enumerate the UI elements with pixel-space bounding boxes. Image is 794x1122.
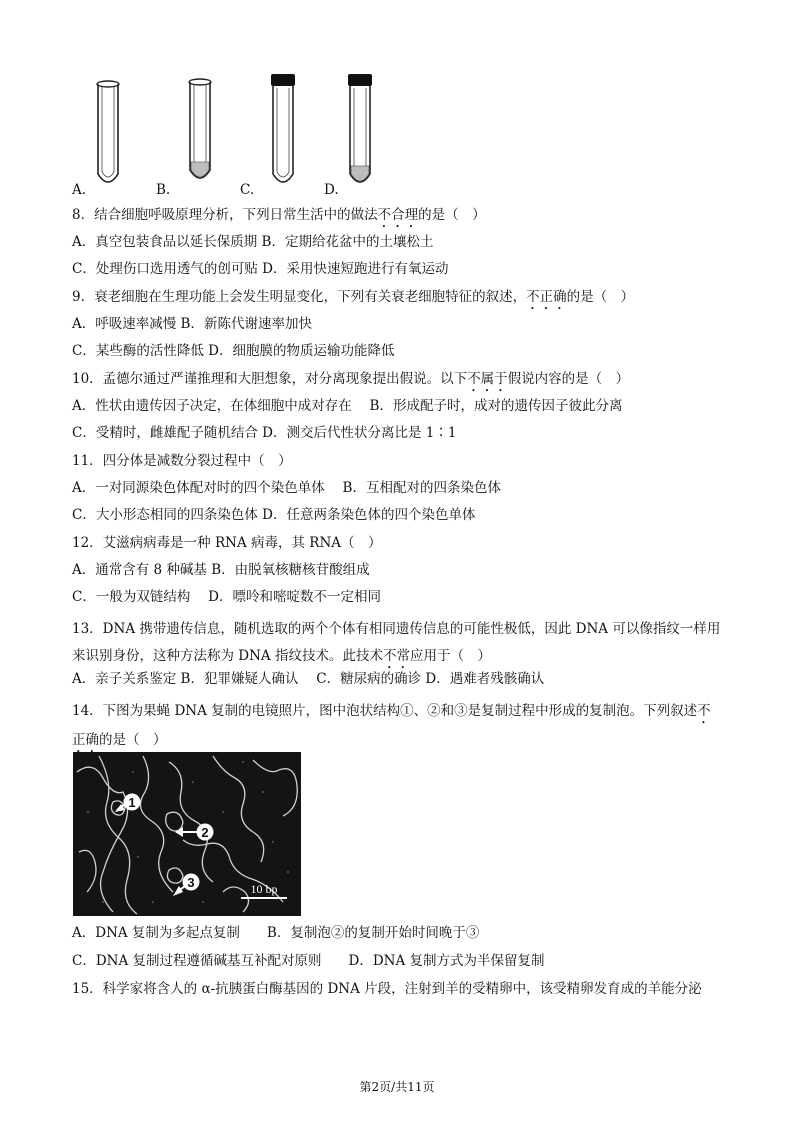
page-footer: 第2页/共11页	[359, 1080, 435, 1094]
q14-options-ab: A．DNA 复制为多起点复制 B．复制泡②的复制开始时间晚于③	[72, 925, 480, 941]
q14-options-cd: C．DNA 复制过程遵循碱基互补配对原则 D．DNA 复制方式为半保留复制	[72, 953, 545, 969]
q8-options-cd: C．处理伤口选用透气的创可贴 D．采用快速短跑进行有氧运动	[72, 261, 449, 277]
q10-options-ab: A．性状由遗传因子决定，在体细胞中成对存在 B．形成配子时，成对的遗传因子彼此分离	[72, 398, 623, 414]
tube-c	[271, 74, 295, 182]
scale-bar-text: 10 bp	[250, 882, 278, 896]
q10-options-cd: C．受精时，雌雄配子随机结合 D．测交后代性状分离比是 1∶1	[72, 425, 457, 441]
q15-stem: 15．科学家将含人的 α-抗胰蛋白酶基因的 DNA 片段，注射到羊的受精卵中，该受精卵发育成的羊能分泌	[72, 981, 702, 997]
q9-options-cd: C．某些酶的活性降低 D．细胞膜的物质运输功能降低	[72, 343, 395, 359]
q8-emphasis: 不合理	[377, 207, 419, 223]
micrograph-image	[73, 752, 301, 916]
dna-replication-micrograph	[73, 752, 301, 916]
q14-stem: 14．下图为果蝇 DNA 复制的电镜照片，图中泡状结构①、②和③是复制过程中形成的复制泡。下列叙述不正确的是（ ）	[72, 703, 711, 748]
option-a-label: A.	[72, 182, 87, 198]
q8-stem: 8．结合细胞呼吸原理分析，下列日常生活中的做法不合理的是（ ）	[72, 207, 486, 223]
label-2-text: 2	[201, 825, 209, 840]
q9-stem: 9．衰老细胞在生理功能上会发生明显变化，下列有关衰老细胞特征的叙述，不正确的是（ ）	[72, 289, 635, 305]
q10-emphasis: 不属于	[467, 371, 508, 387]
q11-options-cd: C．大小形态相同的四条染色体 D．任意两条染色体的四个染色单体	[72, 507, 476, 523]
q10-stem: 10．孟德尔通过严谨推理和大胆想象，对分离现象提出假说。以下不属于假说内容的是（ ）	[72, 371, 630, 387]
q11-options-ab: A．一对同源染色体配对时的四个染色单体 B．互相配对的四条染色体	[72, 480, 501, 496]
tube-a	[97, 81, 119, 182]
q12-options-ab: A．通常含有 8 种碱基 B．由脱氧核糖核苷酸组成	[72, 562, 370, 578]
q11-stem: 11．四分体是减数分裂过程中（ ）	[72, 453, 292, 469]
test-tubes-illustration	[72, 70, 402, 196]
q14-emphasis: 不正确	[72, 703, 711, 748]
q13-stem: 13．DNA 携带遗传信息，随机选取的两个个体有相同遗传信息的可能性极低，因此 DNA 可以像指纹一样用来识别身份，这种方法称为 DNA 指纹技术。此技术不常应用于（ ）	[72, 621, 721, 664]
q13-emphasis: 不常	[382, 648, 410, 664]
label-1-text: 1	[128, 795, 136, 810]
q9-emphasis: 不正确	[526, 289, 567, 305]
tube-b	[189, 79, 211, 178]
q13-options: A．亲子关系鉴定 B．犯罪嫌疑人确认 C．糖尿病的确诊 D．遇难者残骸确认	[72, 671, 545, 687]
test-tube-figure	[72, 70, 402, 196]
option-c-label: C.	[240, 182, 255, 198]
q12-stem: 12．艾滋病病毒是一种 RNA 病毒，其 RNA（ ）	[72, 535, 382, 551]
option-d-label: D.	[324, 182, 339, 198]
q12-options-cd: C．一般为双链结构 D．嘌呤和嘧啶数不一定相同	[72, 589, 381, 605]
label-3-text: 3	[187, 875, 195, 890]
q8-options-ab: A．真空包装食品以延长保质期 B．定期给花盆中的土壤松土	[72, 234, 434, 250]
option-b-label: B.	[156, 182, 171, 198]
q9-options-ab: A．呼吸速率减慢 B．新陈代谢速率加快	[72, 316, 312, 332]
tube-d	[348, 74, 372, 182]
